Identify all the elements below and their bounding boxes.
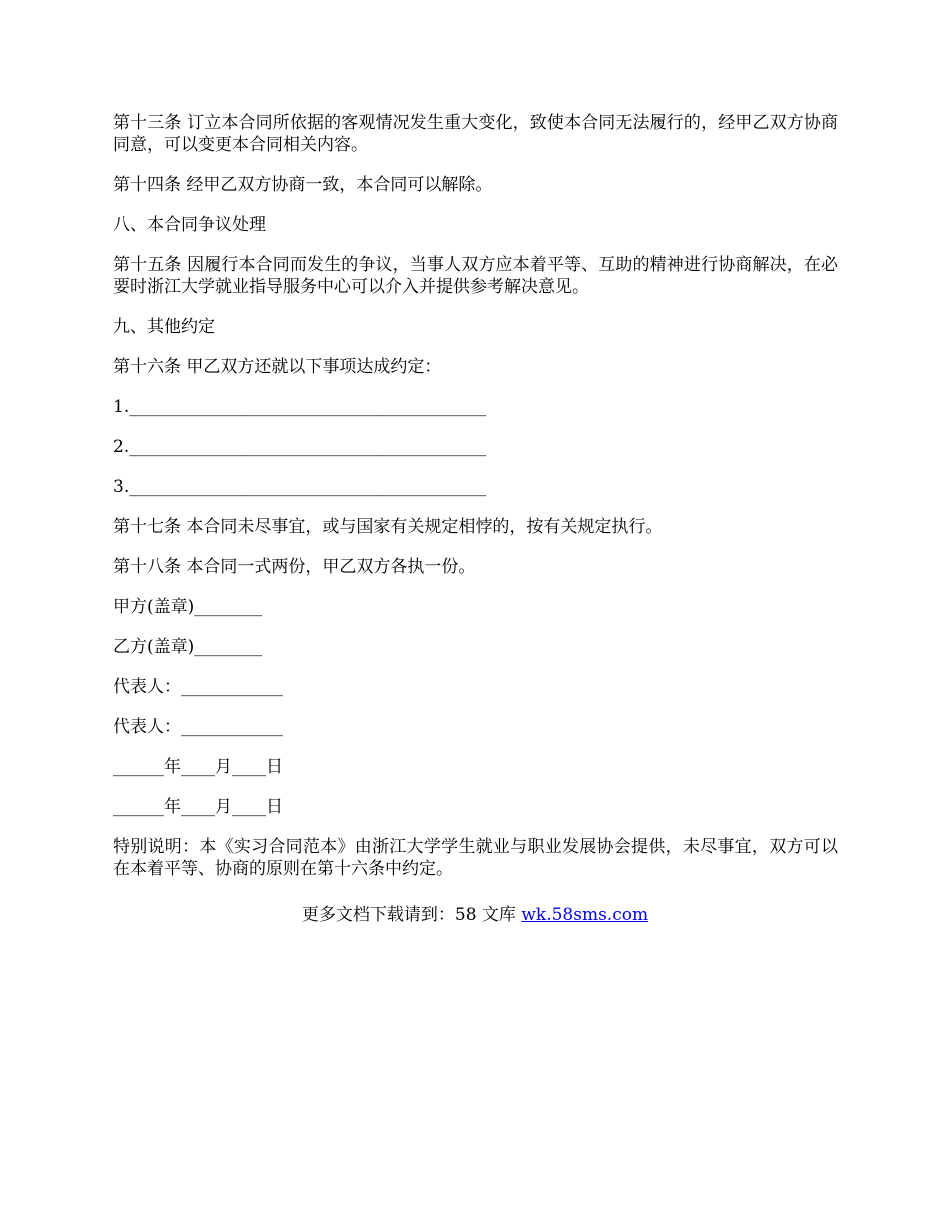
footer-link[interactable]: wk.58sms.com <box>521 905 649 925</box>
clause-15: 第十五条 因履行本合同而发生的争议，当事人双方应本着平等、互助的精神进行协商解决，在必要时浙江大学就业指导服务中心可以介入并提供参考解决意见。 <box>113 255 838 297</box>
party-b-seal: 乙方(盖章)________ <box>113 637 263 657</box>
blank-line-2: 2.__________________________________________ <box>113 437 487 457</box>
representative-b: 代表人：____________ <box>113 717 283 737</box>
special-note: 特别说明：本《实习合同范本》由浙江大学学生就业与职业发展协会提供，未尽事宜，双方可以在本着平等、协商的原则在第十六条中约定。 <box>113 837 838 879</box>
clause-13: 第十三条 订立本合同所依据的客观情况发生重大变化，致使本合同无法履行的，经甲乙双方协商同意，可以变更本合同相关内容。 <box>113 113 838 155</box>
representative-a: 代表人：____________ <box>113 677 283 697</box>
clause-18: 第十八条 本合同一式两份，甲乙双方各执一份。 <box>113 557 476 577</box>
clause-16: 第十六条 甲乙双方还就以下事项达成约定： <box>113 357 442 377</box>
section-heading-other: 九、其他约定 <box>113 317 215 337</box>
section-heading-dispute: 八、本合同争议处理 <box>113 215 266 235</box>
date-line-b: ______年____月____日 <box>113 797 283 817</box>
date-line-a: ______年____月____日 <box>113 757 283 777</box>
document-body <box>113 112 838 898</box>
clause-17: 第十七条 本合同未尽事宜，或与国家有关规定相悖的，按有关规定执行。 <box>113 517 663 537</box>
blank-line-1: 1.__________________________________________ <box>113 397 487 417</box>
download-footer <box>0 904 950 926</box>
party-a-seal: 甲方(盖章)________ <box>113 597 263 617</box>
blank-line-3: 3.__________________________________________ <box>113 477 487 497</box>
footer-prefix: 更多文档下载请到：58 文库 <box>301 905 522 925</box>
clause-14: 第十四条 经甲乙双方协商一致，本合同可以解除。 <box>113 175 493 195</box>
